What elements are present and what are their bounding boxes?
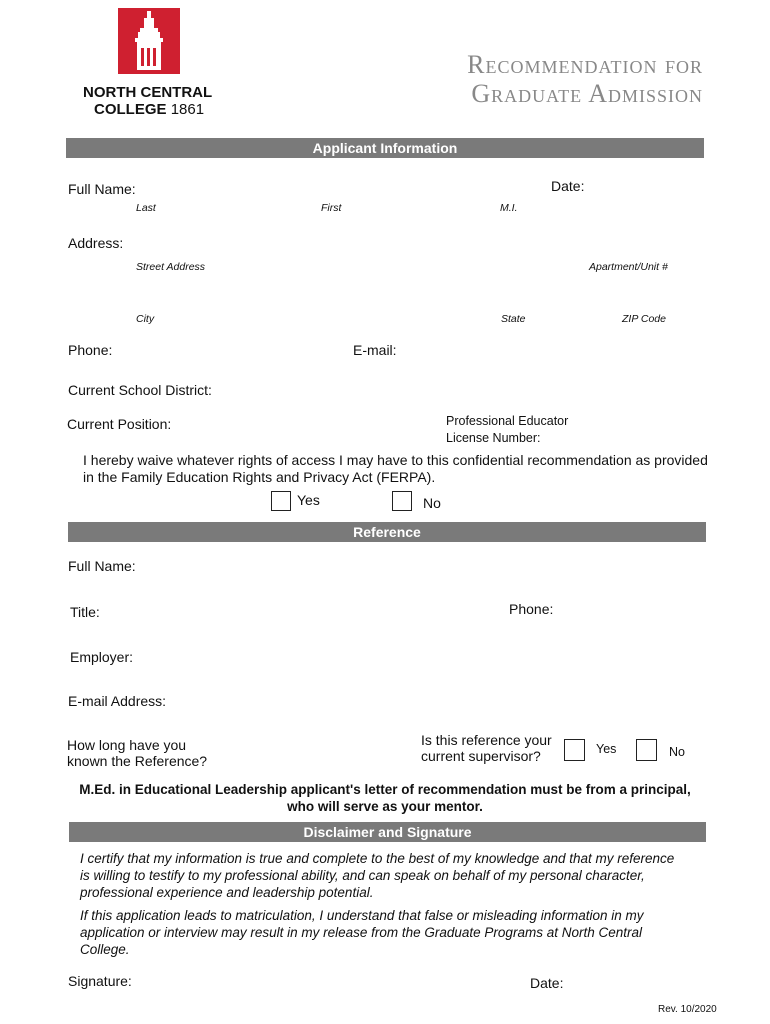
street-caption: Street Address xyxy=(136,261,206,273)
ferpa-line-1: I hereby waive whatever rights of access I may have to this confidential recommendation as provided xyxy=(83,452,708,468)
ferpa-yes-label: Yes xyxy=(297,492,320,508)
how-long-line-1: How long have you xyxy=(67,737,187,753)
ferpa-line-2: in the Family Education Rights and Privacy Act (FERPA). xyxy=(83,469,436,485)
applicant-full-name-label: Full Name: xyxy=(68,181,136,197)
state-caption: State xyxy=(501,313,526,325)
how-long-line-2: known the Reference? xyxy=(67,753,208,769)
principal-mentor-note xyxy=(60,781,710,815)
supervisor-line-1: Is this reference your xyxy=(421,732,552,748)
license-line-2: License Number: xyxy=(446,431,541,445)
revision-note: Rev. 10/2020 xyxy=(658,1004,717,1015)
reference-title-label: Title: xyxy=(70,604,100,620)
doc-title-line-1: Recommendation for xyxy=(467,50,703,79)
applicant-email-label: E-mail: xyxy=(353,342,397,358)
note-line-1: M.Ed. in Educational Leadership applicant's letter of recommendation must be from a principal, xyxy=(79,782,691,797)
license-number-label xyxy=(446,413,568,447)
applicant-phone-label: Phone: xyxy=(68,342,113,358)
supervisor-no-checkbox[interactable] xyxy=(636,739,657,761)
applicant-section-header: Applicant Information xyxy=(66,138,704,158)
applicant-date-label: Date: xyxy=(551,178,585,194)
address-label: Address: xyxy=(68,235,124,251)
ferpa-yes-checkbox[interactable] xyxy=(271,491,291,511)
logo-year: 1861 xyxy=(170,101,205,118)
doc-title-line-2: Graduate Admission xyxy=(471,79,703,108)
supervisor-line-2: current supervisor? xyxy=(421,748,541,764)
ferpa-no-checkbox[interactable] xyxy=(392,491,412,511)
reference-employer-label: Employer: xyxy=(70,649,134,665)
signature-label: Signature: xyxy=(68,973,132,989)
reference-full-name-label: Full Name: xyxy=(68,558,136,574)
supervisor-question xyxy=(421,732,552,764)
reference-section-header: Reference xyxy=(68,522,706,542)
ferpa-statement xyxy=(83,452,708,486)
para2-line-1: If this application leads to matriculation, I understand that false or misleading information in my xyxy=(80,908,644,923)
ferpa-no-label: No xyxy=(423,495,441,511)
first-name-caption: First xyxy=(321,202,342,214)
para1-line-1: I certify that my information is true and complete to the best of my knowledge and that my reference xyxy=(80,851,675,866)
certification-paragraph xyxy=(80,850,674,901)
matriculation-paragraph xyxy=(80,907,644,958)
supervisor-no-label: No xyxy=(669,745,685,759)
last-name-caption: Last xyxy=(136,202,156,214)
para1-line-2: is willing to testify to my professional ability, and can speak on behalf of my personal character, xyxy=(80,868,645,883)
para1-line-3: professional experience and leadership potential. xyxy=(80,885,374,900)
college-logo-mark xyxy=(118,8,180,74)
current-position-label: Current Position: xyxy=(67,416,172,432)
license-line-1: Professional Educator xyxy=(446,414,569,428)
school-district-label: Current School District: xyxy=(68,382,212,398)
supervisor-yes-label: Yes xyxy=(596,742,617,756)
city-caption: City xyxy=(136,313,155,325)
mi-caption: M.I. xyxy=(500,202,518,214)
logo-college: COLLEGE xyxy=(94,101,167,118)
zip-caption: ZIP Code xyxy=(622,313,666,325)
disclaimer-section-header: Disclaimer and Signature xyxy=(69,822,706,842)
reference-phone-label: Phone: xyxy=(509,601,554,617)
supervisor-yes-checkbox[interactable] xyxy=(564,739,585,761)
note-line-2: who will serve as your mentor. xyxy=(287,799,483,814)
signature-date-label: Date: xyxy=(530,975,564,991)
para2-line-2: application or interview may result in my release from the Graduate Programs at North Central xyxy=(80,925,642,940)
logo-line-1: NORTH CENTRAL xyxy=(83,84,213,101)
reference-email-label: E-mail Address: xyxy=(68,693,167,709)
logo-line-2 xyxy=(94,101,204,118)
how-long-known-label xyxy=(67,737,207,769)
apt-caption: Apartment/Unit # xyxy=(589,261,668,273)
para2-line-3: College. xyxy=(80,942,130,957)
bell-tower-icon xyxy=(118,8,180,74)
